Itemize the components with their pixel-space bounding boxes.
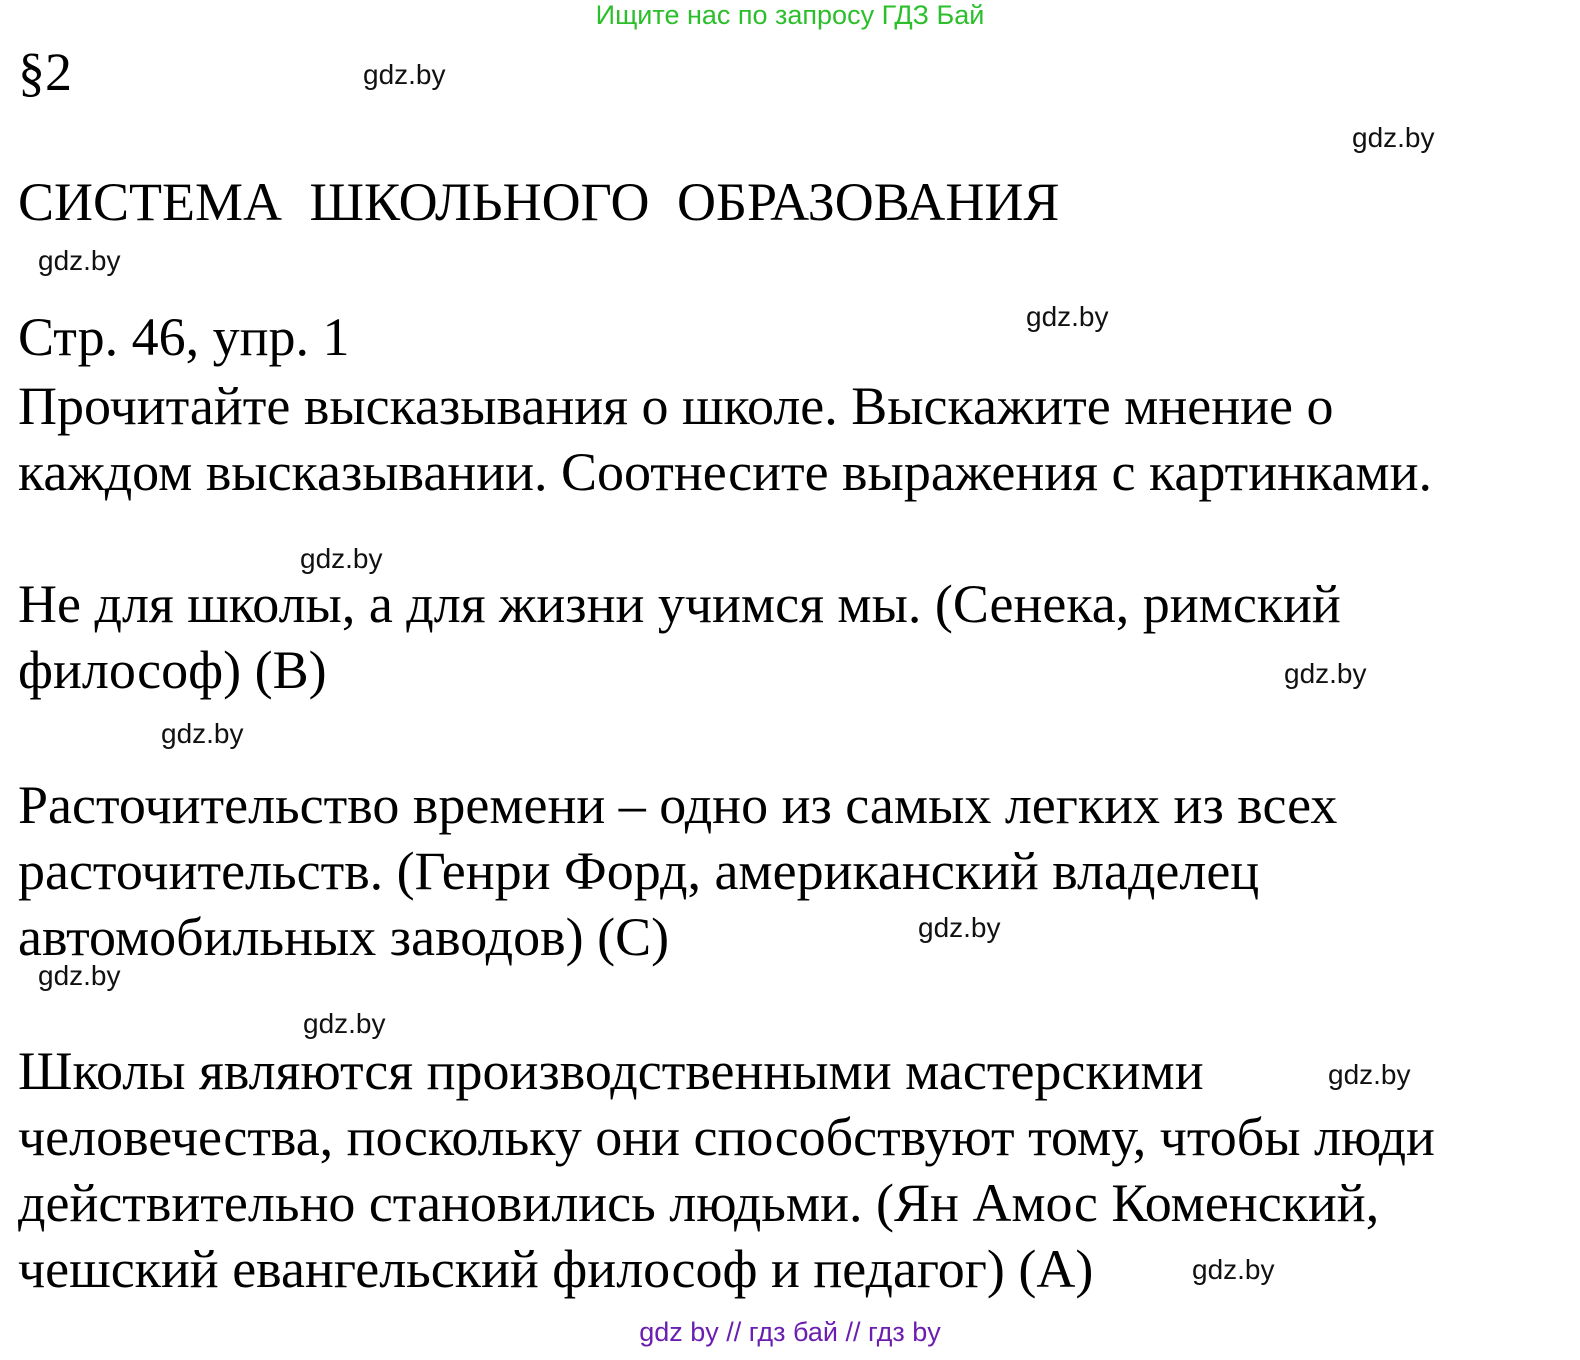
quote-line: философ) (В) xyxy=(18,640,327,700)
watermark: gdz.by xyxy=(363,59,446,90)
watermark: gdz.by xyxy=(1328,1059,1411,1090)
section-number: §2 xyxy=(18,42,72,102)
quote-line: Не для школы, а для жизни учимся мы. (Сенека, римский xyxy=(18,574,1341,634)
quote-line: человечества, поскольку они способствуют тому, чтобы люди xyxy=(18,1107,1435,1167)
footer-links: gdz by // гдз бай // гдз by xyxy=(639,1317,941,1347)
watermark: gdz.by xyxy=(161,718,244,749)
quote-line: расточительств. (Генри Форд, американский владелец xyxy=(18,841,1260,901)
exercise-reference: Стр. 46, упр. 1 xyxy=(18,307,350,367)
instruction-line: каждом высказывании. Соотнесите выражения с картинками. xyxy=(18,442,1432,502)
page-title: СИСТЕМА ШКОЛЬНОГО ОБРАЗОВАНИЯ xyxy=(18,172,1060,232)
quote-ford xyxy=(18,772,1337,970)
instruction-line: Прочитайте высказывания о школе. Выскажите мнение о xyxy=(18,376,1334,436)
watermark: gdz.by xyxy=(300,543,383,574)
watermark: gdz.by xyxy=(1284,658,1367,689)
watermark: gdz.by xyxy=(1026,301,1109,332)
quote-line: действительно становились людьми. (Ян Амос Коменский, xyxy=(18,1173,1380,1233)
quote-line: Школы являются производственными мастерскими xyxy=(18,1041,1204,1101)
quote-seneca xyxy=(18,571,1341,703)
quote-line: автомобильных заводов) (С) xyxy=(18,907,670,967)
quote-line: чешский евангельский философ и педагог) (А) xyxy=(18,1239,1094,1299)
search-banner: Ищите нас по запросу ГДЗ Бай xyxy=(595,0,985,30)
watermark: gdz.by xyxy=(918,912,1001,943)
watermark: gdz.by xyxy=(38,960,121,991)
watermark: gdz.by xyxy=(1352,122,1435,153)
quote-line: Расточительство времени – одно из самых легких из всех xyxy=(18,775,1338,835)
watermark: gdz.by xyxy=(1192,1254,1275,1285)
watermark: gdz.by xyxy=(303,1008,386,1039)
watermark: gdz.by xyxy=(38,245,121,276)
exercise-instruction xyxy=(18,373,1432,505)
